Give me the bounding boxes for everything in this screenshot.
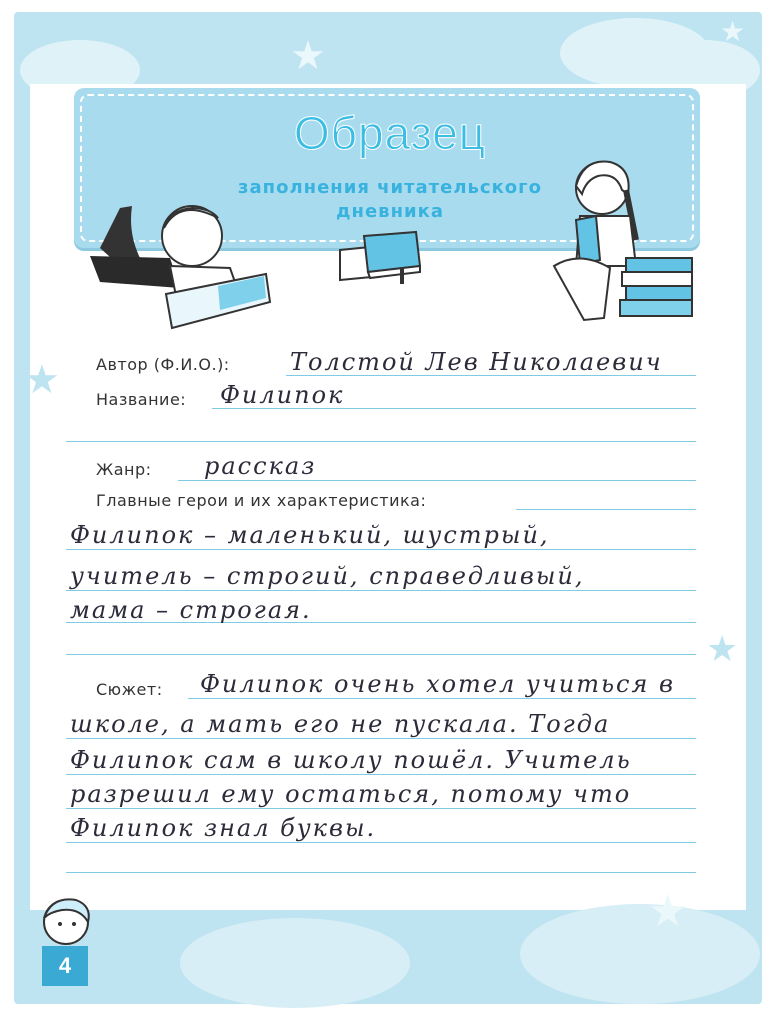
star-icon: ★: [648, 886, 688, 937]
ruled-line: [66, 590, 696, 591]
ruled-line: [66, 738, 696, 739]
cloud-decoration: [180, 918, 410, 1008]
title-label: Название:: [96, 390, 187, 409]
star-icon: ★: [24, 357, 60, 403]
star-icon: ★: [290, 33, 326, 79]
page-title: Образец: [293, 107, 487, 159]
author-label: Автор (Ф.И.О.):: [96, 355, 230, 374]
ruled-line: [66, 441, 696, 442]
ruled-line: [66, 549, 696, 550]
ruled-line: [178, 480, 696, 481]
ruled-line: [66, 774, 696, 775]
plot-label: Сюжет:: [96, 680, 163, 699]
girl-reading-illustration: [540, 150, 700, 330]
subtitle-line: дневника: [336, 201, 444, 222]
ruled-line: [66, 842, 696, 843]
plot-line: школе, а мать его не пускала. Тогда: [70, 710, 611, 738]
cloud-decoration: [520, 904, 760, 1004]
heroes-line: учитель – строгий, справедливый,: [70, 562, 585, 590]
ruled-line: [188, 698, 696, 699]
star-icon: ★: [720, 15, 746, 48]
books-illustration: [334, 228, 424, 290]
plot-line: Филипок очень хотел учиться в: [200, 670, 675, 698]
genre-value: рассказ: [204, 452, 317, 480]
ruled-line: [66, 654, 696, 655]
plot-line: разрешил ему остаться, потому что: [70, 780, 632, 808]
subtitle-line: заполнения читательского: [238, 177, 542, 198]
star-icon: ★: [706, 629, 739, 670]
author-value: Толстой Лев Николаевич: [290, 348, 663, 376]
heroes-line: Филипок – маленький, шустрый,: [70, 521, 550, 549]
genre-label: Жанр:: [96, 460, 152, 479]
plot-line: Филипок знал буквы.: [70, 814, 377, 842]
title-value: Филипок: [220, 381, 345, 409]
reading-kid-icon: [32, 892, 102, 952]
ruled-line: [516, 509, 696, 510]
ruled-line: [66, 872, 696, 873]
page-number: 4: [42, 946, 88, 986]
boy-reading-illustration: [80, 178, 280, 338]
ruled-line: [66, 808, 696, 809]
heroes-label: Главные герои и их характеристика:: [96, 491, 427, 510]
plot-line: Филипок сам в школу пошёл. Учитель: [70, 746, 632, 774]
heroes-line: мама – строгая.: [70, 596, 312, 624]
